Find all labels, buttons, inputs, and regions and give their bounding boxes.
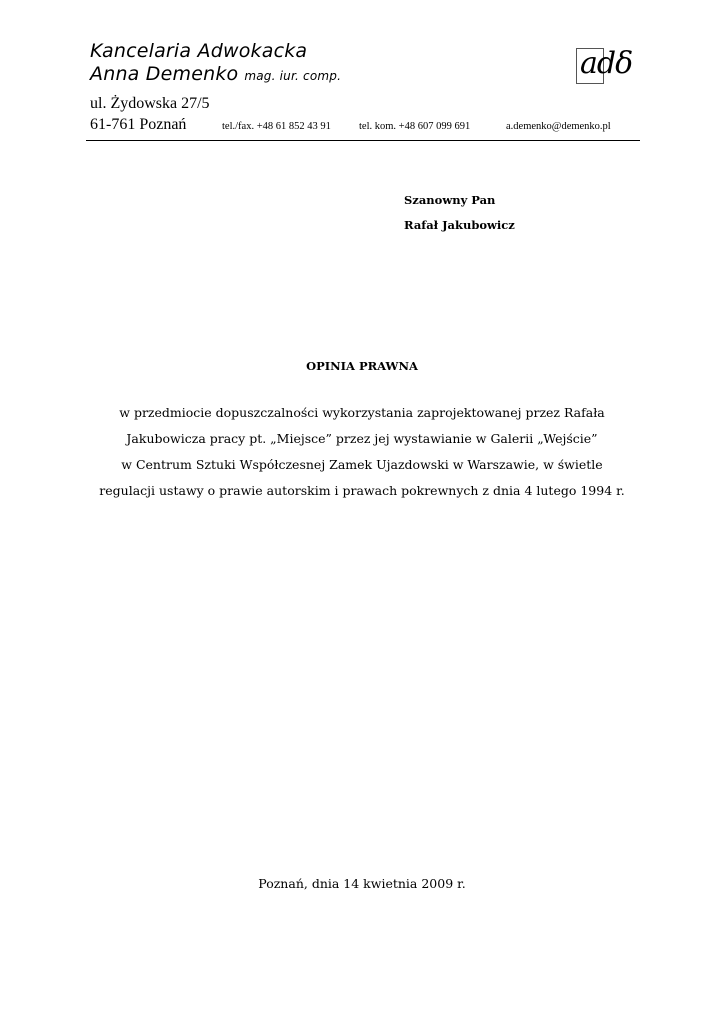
addressee-salutation: Szanowny Pan <box>404 193 496 207</box>
attorney-line <box>90 63 341 85</box>
document-subject <box>60 400 664 504</box>
email-address: a.demenko@demenko.pl <box>506 121 611 132</box>
subject-line: Jakubowicza pracy pt. „Miejsce” przez jej wystawianie w Galerii „Wejście” <box>126 431 598 446</box>
city-postal: 61-761 Poznań <box>90 116 187 133</box>
street-address: ul. Żydowska 27/5 <box>90 95 210 112</box>
place-and-date: Poznań, dnia 14 kwietnia 2009 r. <box>258 876 466 891</box>
logo-monogram: adδ <box>580 46 633 81</box>
firm-name: Kancelaria Adwokacka <box>90 40 308 62</box>
firm-logo <box>574 44 636 100</box>
tel-fax: tel./fax. +48 61 852 43 91 <box>222 121 331 132</box>
subject-line: w Centrum Sztuki Współczesnej Zamek Ujazdowski w Warszawie, w świetle <box>121 457 603 472</box>
attorney-name: Anna Demenko <box>90 63 239 85</box>
document-title: OPINIA PRAWNA <box>306 359 418 373</box>
attorney-degree: mag. iur. comp. <box>244 69 342 83</box>
header-divider <box>86 140 640 141</box>
subject-line: w przedmiocie dopuszczalności wykorzystania zaprojektowanej przez Rafała <box>119 405 605 420</box>
subject-line: regulacji ustawy o prawie autorskim i prawach pokrewnych z dnia 4 lutego 1994 r. <box>99 483 625 498</box>
tel-mobile: tel. kom. +48 607 099 691 <box>359 121 471 132</box>
addressee-name: Rafał Jakubowicz <box>404 218 515 232</box>
